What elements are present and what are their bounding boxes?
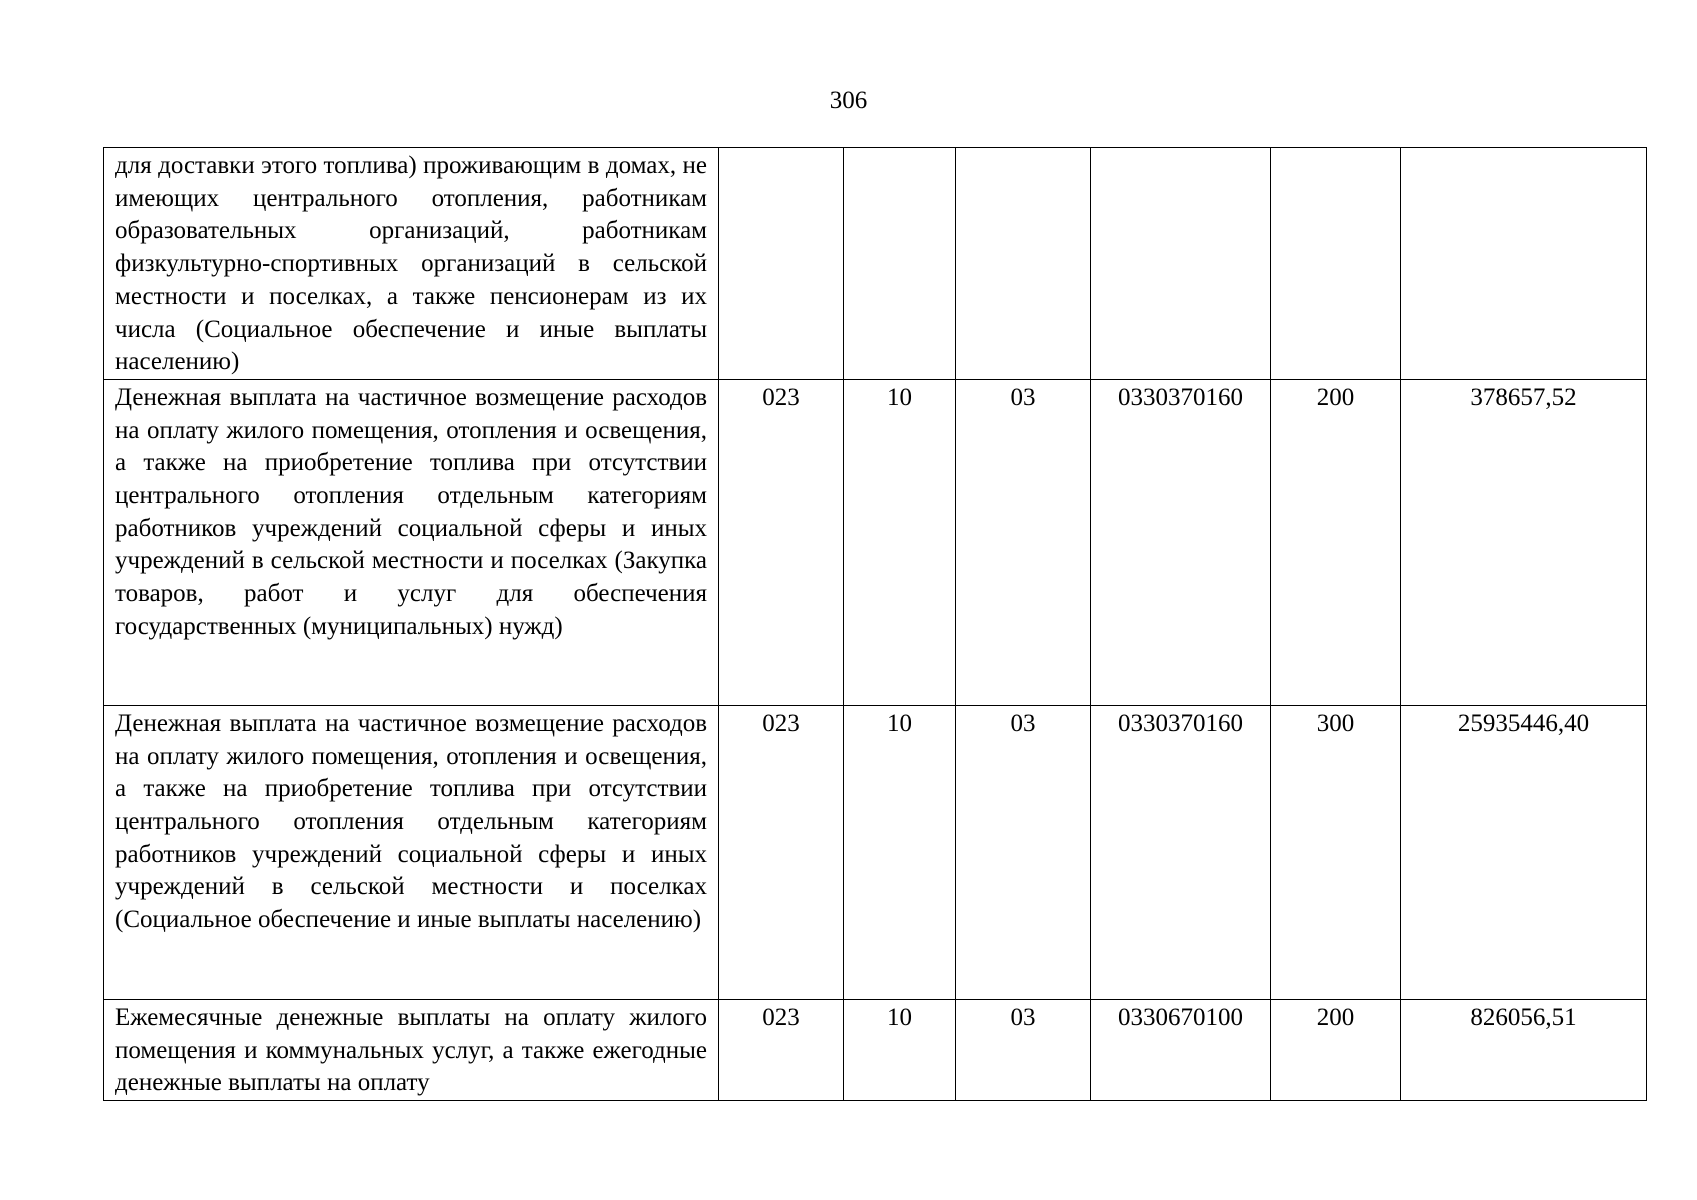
row-description: Денежная выплата на частичное возмещение расходов на оплату жилого помещения, отопления и освещения, а также на приобретение топлива при отсутствии центрального отопления отдельным категориям работников учреждений социальной сферы и иных учреждений в сельской местности и поселках (Закупка товаров, работ и услуг для обеспечения государственных (муниципальных) нужд) bbox=[104, 379, 719, 705]
row-description: Ежемесячные денежные выплаты на оплату жилого помещения и коммунальных услуг, а также ежегодные денежные выплаты на оплату bbox=[104, 999, 719, 1100]
row-description: Денежная выплата на частичное возмещение расходов на оплату жилого помещения, отопления и освещения, а также на приобретение топлива при отсутствии центрального отопления отдельным категориям работников учреждений социальной сферы и иных учреждений в сельской местности и поселках (Социальное обеспечение и иные выплаты населению) bbox=[104, 705, 719, 999]
section-code: 10 bbox=[844, 999, 956, 1100]
ministry-code: 023 bbox=[719, 379, 844, 705]
table-row bbox=[104, 379, 1647, 705]
page-number: 306 bbox=[829, 87, 868, 114]
table-row bbox=[104, 999, 1647, 1100]
target-article-code: 0330370160 bbox=[1091, 705, 1271, 999]
expense-type-code: 300 bbox=[1271, 705, 1401, 999]
target-article-code: 0330670100 bbox=[1091, 999, 1271, 1100]
amount: 378657,52 bbox=[1401, 379, 1647, 705]
subsection-code: 03 bbox=[956, 705, 1091, 999]
amount bbox=[1401, 148, 1647, 380]
expense-type-code: 200 bbox=[1271, 999, 1401, 1100]
section-code bbox=[844, 148, 956, 380]
amount: 25935446,40 bbox=[1401, 705, 1647, 999]
ministry-code: 023 bbox=[719, 705, 844, 999]
target-article-code: 0330370160 bbox=[1091, 379, 1271, 705]
section-code: 10 bbox=[844, 705, 956, 999]
amount: 826056,51 bbox=[1401, 999, 1647, 1100]
row-description: для доставки этого топлива) проживающим в домах, не имеющих центрального отопления, работникам образовательных организаций, работникам физкультурно-спортивных организаций в сельской местности и поселках, а также пенсионерам из их числа (Социальное обеспечение и иные выплаты населению) bbox=[104, 148, 719, 380]
section-code: 10 bbox=[844, 379, 956, 705]
subsection-code: 03 bbox=[956, 379, 1091, 705]
target-article-code bbox=[1091, 148, 1271, 380]
budget-table bbox=[103, 147, 1647, 1101]
expense-type-code: 200 bbox=[1271, 379, 1401, 705]
subsection-code bbox=[956, 148, 1091, 380]
subsection-code: 03 bbox=[956, 999, 1091, 1100]
ministry-code bbox=[719, 148, 844, 380]
table-row bbox=[104, 705, 1647, 999]
expense-type-code bbox=[1271, 148, 1401, 380]
table-row bbox=[104, 148, 1647, 380]
ministry-code: 023 bbox=[719, 999, 844, 1100]
